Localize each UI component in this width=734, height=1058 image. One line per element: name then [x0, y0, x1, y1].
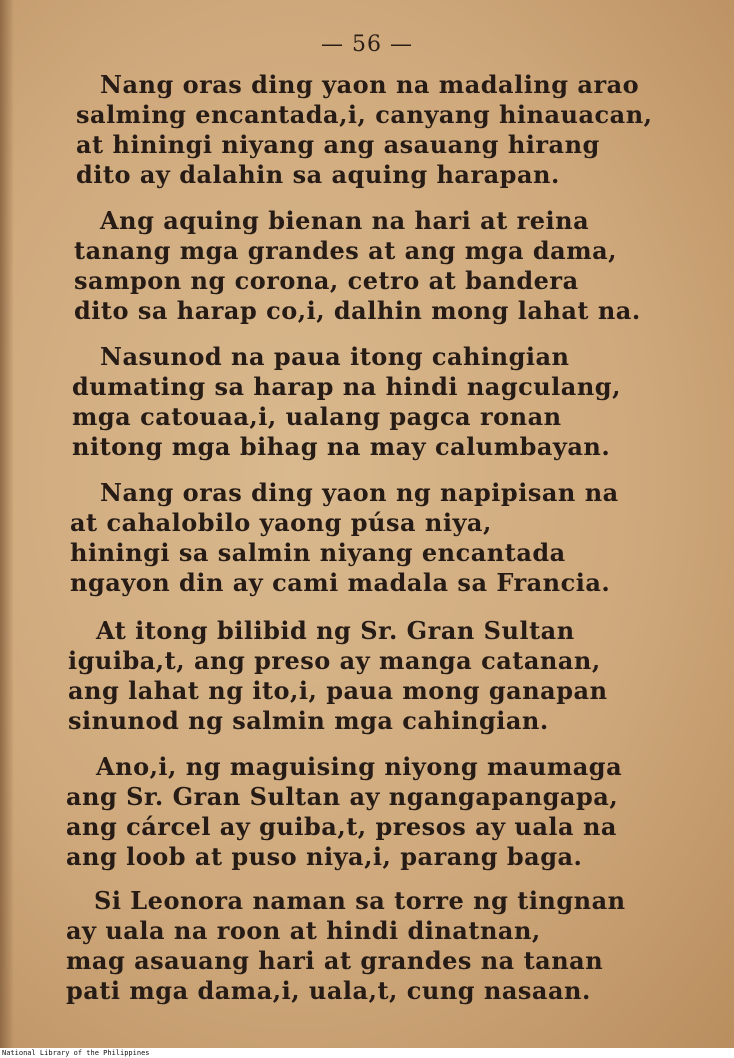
verse-line: dumating sa harap na hindi nagculang, — [72, 372, 621, 401]
verse-line: hiningi sa salmin niyang encantada — [70, 538, 566, 567]
verse-line: sampon ng corona, cetro at bandera — [74, 266, 579, 295]
verse-line: ang Sr. Gran Sultan ay ngangapangapa, — [66, 782, 619, 811]
verse-line: mga catouaa,i, ualang pagca ronan — [72, 402, 562, 431]
verse-line: mag asauang hari at grandes na tanan — [66, 946, 604, 975]
stanza-3 — [72, 342, 720, 462]
verse-line: ngayon din ay cami madala sa Francia. — [70, 568, 611, 597]
page-number: — 56 — — [321, 32, 413, 57]
verse-line: Si Leonora naman sa torre ng tingnan — [94, 886, 626, 915]
verse-line: At itong bilibid ng Sr. Gran Sultan — [96, 616, 575, 645]
verse-line: ang loob at puso niya,i, parang baga. — [66, 842, 583, 871]
verse-line: ang cárcel ay guiba,t, presos ay uala na — [66, 812, 617, 841]
verse-line: ang lahat ng ito,i, paua mong ganapan — [68, 676, 608, 705]
verse-line: dito ay dalahin sa aquing harapan. — [76, 160, 560, 189]
verse-line: pati mga dama,i, uala,t, cung nasaan. — [66, 976, 591, 1005]
verse-line: Nasunod na paua itong cahingian — [100, 342, 570, 371]
verse-line: iguiba,t, ang preso ay manga catanan, — [68, 646, 601, 675]
stanza-1 — [76, 70, 720, 190]
verse-line: nitong mga bihag na may calumbayan. — [72, 432, 611, 461]
page-edge-shadow — [0, 0, 14, 1048]
footer-bar — [0, 1048, 734, 1058]
stanza-7 — [66, 886, 714, 1006]
verse-line: Nang oras ding yaon na madaling arao — [100, 70, 640, 99]
stanza-5 — [68, 616, 716, 736]
verse-line: ay uala na roon at hindi dinatnan, — [66, 916, 541, 945]
verse-line: Ang aquing bienan na hari at reina — [100, 206, 590, 235]
verse-line: at hiningi niyang ang asauang hirang — [76, 130, 600, 159]
verse-line: sinunod ng salmin mga cahingian. — [68, 706, 549, 735]
verse-line: at cahalobilo yaong púsa niya, — [70, 508, 492, 537]
stanza-4 — [70, 478, 720, 598]
stanza-6 — [66, 752, 716, 872]
library-credit: National Library of the Philippines — [2, 1049, 150, 1057]
verse-line: Ano,i, ng maguising niyong maumaga — [96, 752, 623, 781]
verse-line: tanang mga grandes at ang mga dama, — [74, 236, 617, 265]
stanza-2 — [74, 206, 720, 326]
verse-line: Nang oras ding yaon ng napipisan na — [100, 478, 619, 507]
verse-line: salming encantada,i, canyang hinauacan, — [76, 100, 653, 129]
verse-line: dito sa harap co,i, dalhin mong lahat na. — [74, 296, 641, 325]
